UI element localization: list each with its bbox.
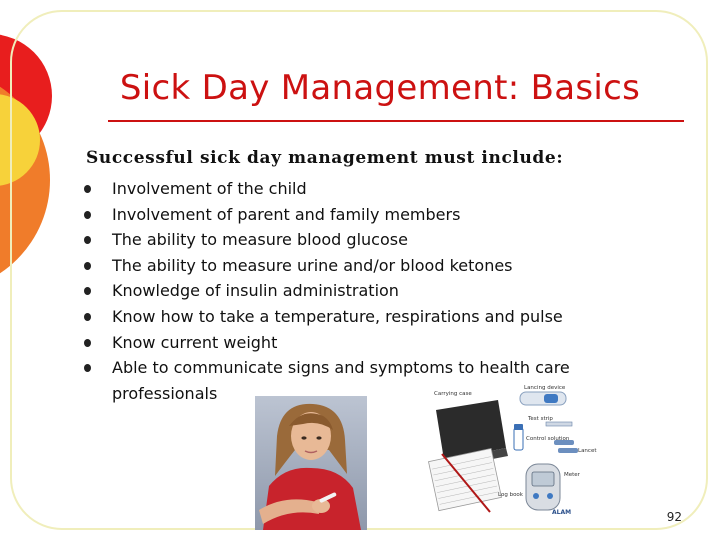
bullet-dot-icon bbox=[84, 262, 91, 270]
label-lancet: Lancet bbox=[578, 448, 597, 454]
bullet-dot-icon bbox=[84, 364, 91, 372]
title-underline bbox=[108, 120, 684, 122]
label-carrying-case: Carrying case bbox=[434, 391, 472, 397]
child-photo bbox=[255, 396, 367, 530]
bullet-dot-icon bbox=[84, 313, 91, 321]
slide-subtitle: Successful sick day management must include: bbox=[86, 148, 564, 168]
label-lancing-device: Lancing device bbox=[524, 385, 566, 391]
label-control-solution: Control solution bbox=[526, 436, 570, 442]
bullet-text: Involvement of the child bbox=[112, 179, 307, 198]
bullet-dot-icon bbox=[84, 287, 91, 295]
bullet-dot-icon bbox=[84, 236, 91, 244]
bullet-text: The ability to measure urine and/or blood ketones bbox=[112, 255, 513, 275]
bullet-item bbox=[84, 227, 644, 253]
bullet-text: Knowledge of insulin administration bbox=[112, 281, 399, 301]
label-logbook: Log book bbox=[498, 492, 523, 498]
brand-logo-text: ALAM bbox=[552, 509, 572, 516]
bullet-list bbox=[84, 176, 644, 406]
slide-title: Sick Day Management: Basics bbox=[119, 68, 641, 108]
page-number: 92 bbox=[666, 510, 682, 524]
bullet-text: Know how to take a temperature, respirations and pulse bbox=[112, 306, 563, 326]
label-meter: Meter bbox=[564, 472, 580, 478]
bullet-item bbox=[84, 202, 644, 228]
bullet-text: Involvement of parent and family members bbox=[112, 204, 461, 224]
bullet-dot-icon bbox=[84, 339, 91, 347]
bullet-item bbox=[84, 176, 644, 202]
bullet-text: Know current weight bbox=[112, 332, 278, 352]
bullet-dot-icon bbox=[84, 185, 91, 193]
bullet-item bbox=[84, 253, 644, 279]
bullet-text: The ability to measure blood glucose bbox=[112, 230, 408, 250]
label-test-strip: Test strip bbox=[528, 416, 553, 422]
bullet-text: Able to communicate signs and symptoms to health care professionals bbox=[112, 358, 570, 403]
bullet-item bbox=[84, 330, 644, 356]
bullet-item bbox=[84, 278, 644, 304]
bullet-item bbox=[84, 304, 644, 330]
testing-supplies-photo bbox=[428, 384, 608, 516]
bullet-dot-icon bbox=[84, 211, 91, 219]
